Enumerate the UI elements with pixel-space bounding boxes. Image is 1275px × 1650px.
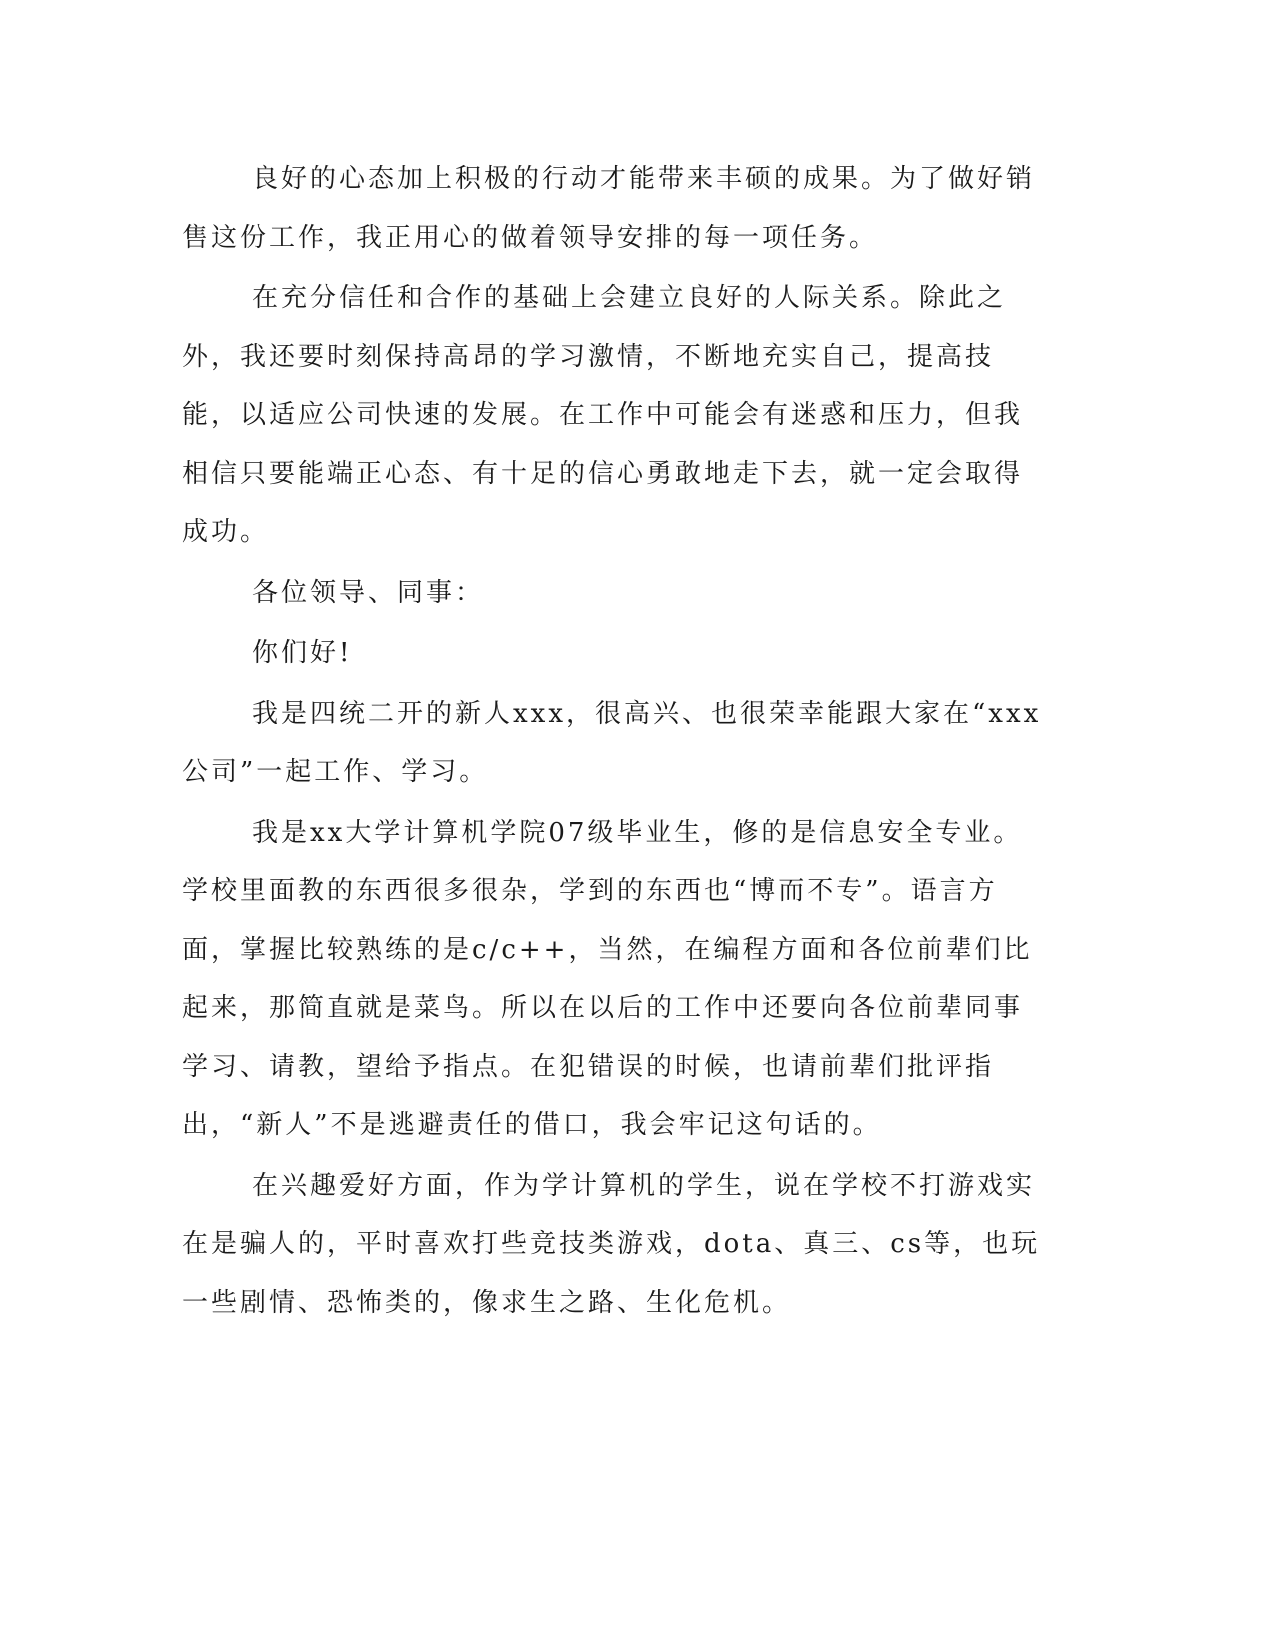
paragraph-salutation: 各位领导、同事： bbox=[252, 577, 485, 608]
paragraph-hobbies: 在兴趣爱好方面，作为学计算机的学生，说在学校不打游戏实在是骗人的，平时喜欢打些竞技类游戏，dota、真三、cs等，也玩一些剧情、恐怖类的，像求生之路、生化危机。 bbox=[182, 1170, 1041, 1318]
paragraph-greeting: 你们好! bbox=[252, 638, 353, 668]
paragraph-relationships: 在充分信任和合作的基础上会建立良好的人际关系。除此之外，我还要时刻保持高昂的学习激情，不断地充实自己，提高技能，以适应公司快速的发展。在工作中可能会有迷惑和压力，但我相信只要能端正心态、有十足的信心勇敢地走下去，就一定会取得成功。 bbox=[182, 283, 1024, 547]
paragraph-attitude: 良好的心态加上积极的行动才能带来丰硕的成果。为了做好销售这份工作，我正用心的做着领导安排的每一项任务。 bbox=[182, 164, 1036, 253]
paragraph-education: 我是xx大学计算机学院07级毕业生，修的是信息安全专业。学校里面教的东西很多很杂，学到的东西也“博而不专”。语言方面，掌握比较熟练的是c/c++，当然，在编程方面和各位前辈们比起来，那简直就是菜鸟。所以在以后的工作中还要向各位前辈同事学习、请教，望给予指点。在犯错误的时候，也请前辈们批评指出，“新人”不是逃避责任的借口，我会牢记这句话的。 bbox=[182, 817, 1033, 1140]
paragraph-introduction: 我是四统二开的新人xxx，很高兴、也很荣幸能跟大家在“xxx公司”一起工作、学习。 bbox=[182, 698, 1042, 787]
document-body bbox=[182, 150, 1042, 1334]
